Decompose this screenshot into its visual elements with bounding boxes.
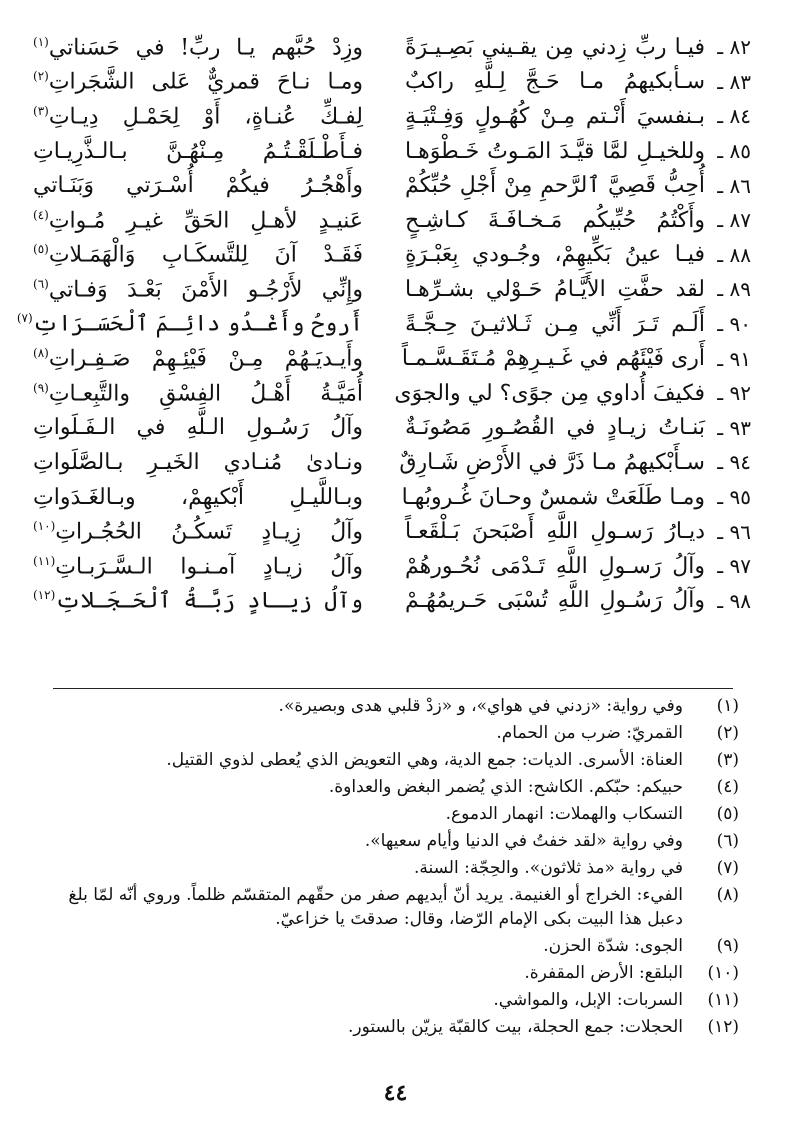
footnote-text: البلقع: الأرض المقفرة. — [524, 963, 683, 983]
verse-row — [31, 203, 751, 238]
verse-second-hemistich — [33, 450, 363, 475]
verse-row — [31, 584, 751, 619]
footnote-item — [39, 829, 739, 853]
verse-first-hemistich: فيـا ربِّ زِدني مِن يقـيني بَصِـيـرَةً — [405, 34, 705, 60]
verse-number: ٩٦ ـ — [717, 519, 751, 544]
footnote-number: (١٢) — [707, 1017, 739, 1037]
footnote-marker: (١٠) — [33, 518, 56, 533]
verse-first-hemistich: سـأَبْكيهمُ مـا ذَرَّ في الأَرْضِ شَـارِقٌ — [399, 449, 705, 475]
footnote-marker: (٦) — [33, 276, 49, 291]
verse-first-hemistich: وآلُ رَسُـولِ اللَّهِ تُسْبَى حَـريمُهُـمْ — [405, 588, 705, 614]
verse-number: ٩٣ ـ — [717, 415, 751, 440]
verse-second-hemistich — [33, 277, 363, 302]
verse-first-hemistich: وللخيـلِ لمَّا قيَّـدَ المَـوتُ خَـطْوَهـا — [405, 138, 705, 164]
verse-number: ٨٣ ـ — [717, 69, 751, 94]
verse-number: ٩٢ ـ — [717, 381, 751, 406]
verse-second-text: لِفـكِّ عُنـاةٍ، أَوْ لِحَمْـلِ دِيـاتِ — [48, 104, 363, 130]
verse-row — [31, 272, 751, 307]
footnote-item — [39, 721, 739, 745]
verse-number: ٨٤ ـ — [717, 104, 751, 129]
verse-second-text: وبـاللَّيـلِ أَبْكيهِمْ، وبـالغَـدَواتِ — [33, 484, 363, 510]
footnote-text: حبيكم: حبّكم. الكاشح: الذي يُضمر البغض والعداوة. — [328, 777, 683, 797]
verse-number: ٨٨ ـ — [717, 242, 751, 267]
footnote-number: (٨) — [716, 885, 739, 905]
footnote-number: (١) — [716, 696, 739, 716]
footnote-number: (٦) — [716, 831, 739, 851]
verse-second-hemistich — [33, 346, 363, 371]
footnote-number: (٩) — [716, 936, 739, 956]
verse-second-text: وآلُ زيـادٍ رَبَّـةُ ٱلْحَـجَـلاتِ — [55, 588, 363, 614]
verse-first-hemistich: وأَكْتُمُ حُبِّيكُم مَـخـافَـةَ كـاشِـحٍ — [405, 207, 705, 233]
footnotes-block — [39, 694, 739, 1039]
footnote-text: الفيء: الخراج أو الغنيمة. يريد أنّ أيديهم صفر من حقّهم المتقسّم ظلماً. وروي أنّه لمّا بلغ دعبل هذا البيت بكى الإمام الرّضا، وقال: صدقتَ يا خزاعيّ. — [68, 885, 683, 929]
verse-second-hemistich — [16, 311, 363, 337]
footnote-number: (٧) — [716, 858, 739, 878]
verse-second-text: وآلُ زيـادٍ آمـنـوا الـسَّـرَبـاتِ — [55, 553, 363, 579]
verse-number: ٩٥ ـ — [717, 485, 751, 510]
verse-second-text: وآلُ زِيـادٍ تَسكُـنُ الحُجُـراتِ — [55, 519, 363, 545]
verse-second-hemistich — [33, 69, 363, 94]
footnote-text: وفي رواية: «زدني في هواي»، و «زدْ قلبي هدى وبصيرة». — [278, 696, 683, 716]
verse-second-hemistich — [33, 554, 363, 579]
verse-number: ٨٢ ـ — [717, 35, 751, 60]
footnote-item — [39, 775, 739, 799]
verse-first-hemistich: ديـارُ رَسـولِ اللَّهِ أَصْبَحنَ بَـلْقَعـاً — [405, 519, 705, 545]
verse-second-text: أُمَيَّـةُ أَهْـلُ الفِسْقِ والتَّبِعـاتِ — [48, 380, 363, 406]
verse-row — [31, 549, 751, 584]
footnote-number: (٣) — [716, 750, 739, 770]
verse-first-hemistich: لقد حفَّتِ الأَيَّـامُ حَـوْلي بشـرِّهـا — [405, 276, 705, 302]
verse-row — [31, 134, 751, 169]
verse-row — [31, 168, 751, 203]
verse-first-hemistich: وآلُ رَسـولِ اللَّهِ تَـدْمَى نُحُـورهُمْ — [405, 553, 705, 579]
footnote-marker: (٢) — [33, 69, 49, 84]
verse-row — [31, 238, 751, 273]
verse-second-hemistich — [33, 208, 363, 233]
footnote-item — [39, 694, 739, 718]
footnote-divider — [53, 688, 733, 689]
footnote-number: (٤) — [716, 777, 739, 797]
verse-second-hemistich — [33, 35, 363, 60]
verse-first-hemistich: أُحِبُّ قَصِيَّ ٱلرَّحمِ مِنْ أَجْلِ حُبِّكُمْ — [405, 173, 705, 199]
footnote-marker: (٧) — [16, 311, 33, 326]
verse-row — [31, 411, 751, 446]
verse-second-text: فـأَطْـلَقْـتُـمُ مِـنْهُـنَّ بـالـذَّرِيـاتِ — [33, 138, 363, 164]
verse-row — [31, 30, 751, 65]
footnote-marker: (٩) — [33, 380, 49, 395]
footnote-item — [39, 883, 739, 931]
verse-second-hemistich — [33, 485, 363, 510]
verse-row — [31, 376, 751, 411]
footnote-item — [39, 961, 739, 985]
footnote-text: في رواية «مذ ثلاثون». والحِجّة: السنة. — [413, 858, 683, 878]
verse-number: ٩١ ـ — [717, 346, 751, 371]
footnote-marker: (١٢) — [33, 588, 56, 603]
verse-second-text: وأَيـديَـهُمْ مِـنْ فَيْئِـهِمْ صَـفِـراتِ — [48, 346, 363, 372]
verse-number: ٨٥ ـ — [717, 139, 751, 164]
verse-number: ٩٨ ـ — [717, 588, 751, 613]
poem-block — [16, 30, 751, 618]
footnote-item — [39, 1015, 739, 1039]
verse-second-text: وأَهْجُـرُ فيكُمْ أُسْـرَتي وَبَنَـاتي — [33, 173, 363, 199]
verse-second-text: وزِدْ حُبَّهم يـا ربِّ! في حَسَناتي — [48, 34, 363, 60]
verse-first-hemistich: فكيفَ أُداوي مِن جوًى؟ لي والجوَى — [394, 380, 705, 406]
verse-row — [31, 445, 751, 480]
footnote-text: وفي رواية «لقد خفتُ في الدنيا وأيام سعيها». — [364, 831, 683, 851]
verse-second-hemistich — [33, 104, 363, 129]
footnote-number: (١٠) — [707, 963, 739, 983]
footnote-marker: (٨) — [33, 345, 49, 360]
verse-second-text: عَنيـدٍ لأهـلِ الحَقِّ غيـرِ مُـواتِ — [48, 207, 363, 233]
verse-first-hemistich: أَرى فَيْئَهُم في غَـيـرِهِمْ مُـتَقَـسَّـمـاً — [401, 346, 705, 372]
footnote-item — [39, 934, 739, 958]
footnote-marker: (٥) — [33, 242, 49, 257]
verse-first-hemistich: أَلَـم تَـرَ أَنِّي مِـن ثَـلاثيـنَ حِـجَّـةً — [405, 311, 705, 337]
verse-number: ٨٩ ـ — [717, 277, 751, 302]
verse-second-text: أَروحُ وأَغْـدُو دائِـمَ ٱلْحَسَـرَاتِ — [32, 311, 363, 337]
verse-row — [31, 480, 751, 515]
verse-second-hemistich — [33, 139, 363, 164]
footnote-text: التسكاب والهملات: انهمار الدموع. — [445, 804, 683, 824]
footnote-text: الجوى: شدّة الحزن. — [543, 936, 683, 956]
footnote-marker: (١) — [33, 34, 49, 49]
verse-number: ٩٤ ـ — [717, 450, 751, 475]
footnote-number: (١١) — [707, 990, 739, 1010]
footnote-item — [39, 802, 739, 826]
verse-second-hemistich — [33, 588, 363, 613]
footnote-number: (٥) — [716, 804, 739, 824]
verse-second-hemistich — [33, 381, 363, 406]
verse-second-text: فَقَـدْ آنَ لِلتَّسكَـابِ وَالْهَمَـلاتِ — [48, 242, 363, 268]
verse-first-hemistich: بَنـاتُ زيـادٍ في القُصُـورِ مَصُونَـةٌ — [405, 415, 705, 441]
footnote-marker: (١١) — [33, 553, 56, 568]
page-number: ٤٤ — [383, 1080, 408, 1106]
verse-row — [16, 307, 751, 342]
verse-row — [31, 514, 751, 549]
verse-second-text: ومـا نـاحَ قمريٌّ عَلى الشَّجَراتِ — [48, 69, 363, 95]
verse-second-text: وآلُ رَسُـولِ الـلَّهِ في الـفَـلَواتِ — [33, 415, 363, 441]
verse-row — [31, 341, 751, 376]
verse-second-hemistich — [33, 242, 363, 267]
verse-first-hemistich: بـنفسيَ أَنْـتم مِـنْ كُهُـولٍ وَفِـتْيَـةٍ — [405, 103, 705, 129]
footnote-text: الحجلات: جمع الحجلة، بيت كالقبّة يزيّن بالستور. — [347, 1017, 683, 1037]
verse-row — [31, 65, 751, 100]
footnote-marker: (٤) — [33, 207, 49, 222]
verse-second-hemistich — [33, 173, 363, 198]
footnote-item — [39, 988, 739, 1012]
verse-second-text: وإِنِّي لأَرْجُـو الأَمْنَ بَعْـدَ وَفـاتي — [48, 277, 363, 303]
verse-first-hemistich: فيـا عينُ بَكِّيهِمْ، وجُـودي بِعَبْـرَةٍ — [405, 242, 705, 268]
footnote-text: القمريّ: ضرب من الحمام. — [496, 723, 683, 743]
footnote-text: السربات: الإبل، والمواشي. — [493, 990, 683, 1010]
footnote-text: العناة: الأسرى. الديات: جمع الدية، وهي التعويض الذي يُعطى لذوي القتيل. — [166, 750, 683, 770]
verse-first-hemistich: سـأبكيهمُ مـا حَـجَّ لِـلَّهِ راكبٌ — [405, 69, 705, 95]
verse-number: ٩٧ ـ — [717, 554, 751, 579]
footnote-item — [39, 856, 739, 880]
verse-second-text: ونـادىٰ مُنـادي الخَيـرِ بـالصَّلَواتِ — [33, 449, 363, 475]
footnote-marker: (٣) — [33, 103, 49, 118]
verse-number: ٨٦ ـ — [717, 173, 751, 198]
verse-row — [31, 99, 751, 134]
verse-first-hemistich: ومـا طَلَعَتْ شمسٌ وحـانَ غُـروبُهـا — [401, 484, 705, 510]
verse-number: ٨٧ ـ — [717, 208, 751, 233]
verse-second-hemistich — [33, 415, 363, 440]
verse-second-hemistich — [33, 519, 363, 544]
footnote-item — [39, 748, 739, 772]
footnote-number: (٢) — [716, 723, 739, 743]
verse-number: ٩٠ ـ — [717, 312, 751, 337]
